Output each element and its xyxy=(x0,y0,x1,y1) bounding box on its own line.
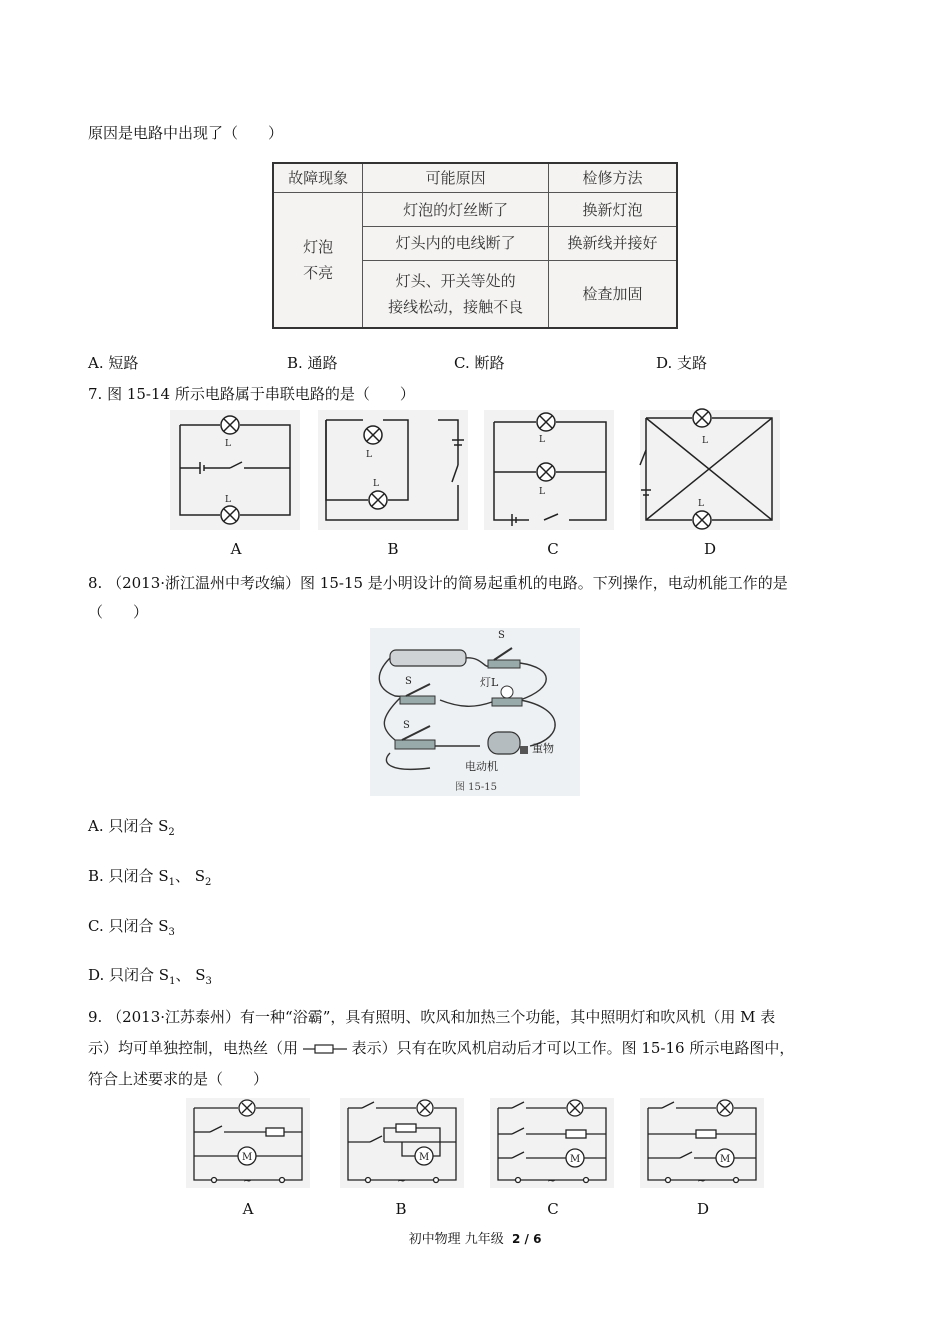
svg-text:L: L xyxy=(373,479,379,489)
svg-text:~: ~ xyxy=(547,1174,557,1187)
svg-text:图 15-15: 图 15-15 xyxy=(455,782,498,793)
svg-text:L: L xyxy=(366,450,372,460)
table-header: 检修方法 xyxy=(549,163,677,193)
q7-circuit-d xyxy=(640,410,780,530)
switch-s3 xyxy=(395,740,435,749)
q6-stem-tail: 原因是电路中出现了（ ） xyxy=(88,124,284,142)
q7-label-a: A xyxy=(230,540,242,558)
q9-circuit-c xyxy=(490,1098,614,1188)
svg-text:重物: 重物 xyxy=(532,742,554,755)
table-header: 故障现象 xyxy=(273,163,363,193)
resistor-symbol-icon xyxy=(303,1043,347,1055)
q8-option-d: D. 只闭合 $S_1$、 $S_3$ xyxy=(88,966,212,987)
page-footer: 初中物理 九年级 2 / 6 xyxy=(408,1232,542,1247)
svg-text:M: M xyxy=(242,1152,253,1163)
switch-s1 xyxy=(488,660,520,668)
q7-label-b: B xyxy=(387,540,399,558)
crane-circuit-figure xyxy=(370,628,580,796)
svg-text:M: M xyxy=(419,1152,430,1163)
svg-text:灯L: 灯L xyxy=(480,676,499,689)
q9-circuit-b xyxy=(340,1098,464,1188)
svg-text:L: L xyxy=(539,435,545,445)
q7-stem: 7. 图 15-14 所示电路属于串联电路的是（ ） xyxy=(88,385,415,403)
svg-text:L: L xyxy=(225,439,231,449)
q9-label-a: A xyxy=(242,1200,254,1218)
svg-text:L: L xyxy=(698,499,704,509)
page-number: 2 / 6 xyxy=(511,1232,542,1246)
cause-cell: 灯头内的电线断了 xyxy=(363,227,549,261)
fix-cell: 换新线并接好 xyxy=(549,227,677,261)
symptom-cell: 灯泡 不亮 xyxy=(273,193,363,328)
q7-label-d: D xyxy=(703,540,717,558)
q9-stem-line3: 符合上述要求的是（ ） xyxy=(88,1070,269,1088)
switch-s2 xyxy=(400,696,435,704)
q9-label-d: D xyxy=(696,1200,710,1218)
svg-text:S: S xyxy=(403,720,410,731)
motor xyxy=(488,732,520,754)
svg-text:S: S xyxy=(405,676,412,687)
q7-circuit-c xyxy=(484,410,614,530)
q9-label-c: C xyxy=(547,1200,559,1218)
svg-text:电动机: 电动机 xyxy=(465,760,498,773)
q8-stem-line1: 8. （2013·浙江温州中考改编）图 15-15 是小明设计的简易起重机的电路。下列操作，电动机能工作的是 xyxy=(88,574,788,592)
svg-text:L: L xyxy=(539,487,545,497)
svg-text:S: S xyxy=(498,630,505,641)
q9-circuit-d xyxy=(640,1098,764,1188)
fix-cell: 换新灯泡 xyxy=(549,193,677,227)
q8-option-c: C. 只闭合 $S_3$ xyxy=(88,917,175,938)
q7-circuit-a xyxy=(170,410,300,530)
q8-stem-line2: （ ） xyxy=(88,603,149,621)
q9-circuit-a xyxy=(186,1098,310,1188)
svg-text:~: ~ xyxy=(697,1174,707,1187)
svg-text:M: M xyxy=(570,1154,581,1165)
q6-option-d: D. 支路 xyxy=(656,354,708,372)
svg-text:L: L xyxy=(225,495,231,505)
svg-text:~: ~ xyxy=(397,1174,407,1187)
q9-stem-line1: 9. （2013·江苏泰州）有一种“浴霸”，具有照明、吹风和加热三个功能，其中照明灯和吹风机（用 M 表 xyxy=(88,1008,776,1026)
fix-cell: 检查加固 xyxy=(549,260,677,328)
q6-option-a: A. 短路 xyxy=(88,354,139,372)
q9-stem-line2: 示）均可单独控制，电热丝（用 表示）只有在吹风机启动后才可以工作。图 15-16 所示电路图中， xyxy=(88,1039,795,1057)
lamp-l xyxy=(492,698,522,706)
cause-cell: 灯泡的灯丝断了 xyxy=(363,193,549,227)
q8-option-b: B. 只闭合 $S_1$、 $S_2$ xyxy=(88,867,212,888)
table-header: 可能原因 xyxy=(363,163,549,193)
q6-option-b: B. 通路 xyxy=(287,354,338,372)
battery-pack xyxy=(390,650,466,666)
weight xyxy=(520,746,528,754)
svg-text:L: L xyxy=(702,436,708,446)
q9-label-b: B xyxy=(395,1200,407,1218)
q7-label-c: C xyxy=(547,540,559,558)
q7-circuit-b xyxy=(318,410,468,530)
svg-text:M: M xyxy=(720,1154,731,1165)
q8-option-a: A. 只闭合 $S_2$ xyxy=(88,817,175,838)
fault-table xyxy=(272,162,678,329)
q6-option-c: C. 断路 xyxy=(454,354,505,372)
cause-cell: 灯头、开关等处的 接线松动，接触不良 xyxy=(363,260,549,328)
svg-text:~: ~ xyxy=(243,1174,253,1187)
